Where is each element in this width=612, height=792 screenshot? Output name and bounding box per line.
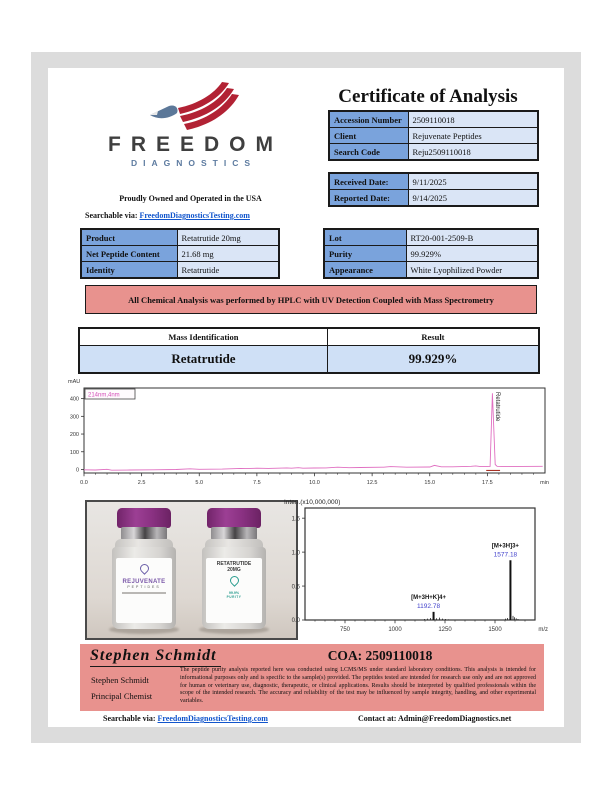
appearance-label: Appearance <box>324 262 406 279</box>
net-peptide-content-label: Net Peptide Content <box>81 246 177 262</box>
svg-text:1192.78: 1192.78 <box>417 602 441 610</box>
droplet-icon <box>138 562 151 575</box>
svg-text:0.0: 0.0 <box>80 480 88 486</box>
svg-text:Inten.(x10,000,000): Inten.(x10,000,000) <box>284 499 341 506</box>
accession-number-label: Accession Number <box>329 111 408 128</box>
vial-cap <box>207 508 261 528</box>
table-row <box>81 246 279 262</box>
table-row <box>81 229 279 246</box>
svg-text:300: 300 <box>69 414 79 421</box>
identity-label: Identity <box>81 262 177 279</box>
accession-number-value: 2509110018 <box>408 111 538 128</box>
page-body <box>48 68 564 727</box>
table-row <box>324 262 538 279</box>
searchable-link-bottom[interactable]: FreedomDiagnosticsTesting.com <box>157 714 268 723</box>
svg-text:0.5: 0.5 <box>291 584 300 591</box>
reported-date-value: 9/14/2025 <box>408 190 538 207</box>
product-vials-photo <box>85 500 298 640</box>
svg-text:7.5: 7.5 <box>253 480 261 486</box>
mass-spectrum-svg <box>280 496 552 640</box>
svg-text:Retatrutide: Retatrutide <box>493 392 500 422</box>
vial-left <box>105 508 183 629</box>
vial-fineprint-bar <box>122 592 167 594</box>
vial-right-purity-word: PURITY <box>226 595 242 599</box>
svg-text:1577.18: 1577.18 <box>493 551 518 559</box>
hplc-chromatogram-chart <box>58 374 553 494</box>
vial-label-right <box>206 558 262 623</box>
product-table <box>80 228 280 279</box>
table-row <box>324 229 538 246</box>
svg-text:min: min <box>540 480 549 486</box>
svg-text:[M+3H]3+: [M+3H]3+ <box>491 543 519 550</box>
table-row <box>329 128 538 144</box>
vial-body <box>202 547 266 629</box>
mass-identification-table <box>78 327 540 374</box>
vial-left-subtext: PEPTIDES <box>127 585 161 589</box>
lot-label: Lot <box>324 229 406 246</box>
table-row <box>324 246 538 262</box>
disclaimer-text: The peptide purity analysis reported here was conducted using LCMS/MS under standard laboratory conditions. This analysis is intended for informational purposes only and is specific to the sample(s) provided. The peptides tested are intended for research use only and are not approved for human or veterinary use, diagnostic, therapeutic, or clinical applications. Results should be interpreted by qualified professionals within the scope of the intended research. The accuracy and reliability of the test may be influenced by sample integrity, handling, and other experimental variables. <box>180 667 536 705</box>
dates-table <box>328 172 539 207</box>
table-row <box>79 328 539 346</box>
signer-title: Principal Chemist <box>91 691 153 701</box>
svg-text:mAU: mAU <box>68 379 81 385</box>
svg-text:1250: 1250 <box>438 627 452 633</box>
received-date-value: 9/11/2025 <box>408 173 538 190</box>
svg-text:[M+3H+K]4+: [M+3H+K]4+ <box>411 594 446 601</box>
svg-text:0: 0 <box>75 467 79 474</box>
svg-text:12.5: 12.5 <box>366 480 378 486</box>
table-row <box>329 111 538 128</box>
table-row <box>81 262 279 279</box>
table-row <box>329 173 538 190</box>
svg-text:214nm,4nm: 214nm,4nm <box>88 392 120 399</box>
coa-number: COA: 2509110018 <box>327 648 433 663</box>
searchable-line-top <box>85 211 250 220</box>
svg-text:10.0: 10.0 <box>309 480 320 486</box>
product-label: Product <box>81 229 177 246</box>
vial-left-brand: REJUVENATE <box>122 579 166 585</box>
svg-text:2.5: 2.5 <box>137 480 146 486</box>
freedom-diagnostics-logo <box>88 82 293 168</box>
search-code-label: Search Code <box>329 144 408 161</box>
mass-spectrum-chart <box>280 496 552 640</box>
svg-text:200: 200 <box>69 432 79 439</box>
accession-table <box>328 110 539 161</box>
svg-text:1.5: 1.5 <box>291 516 300 523</box>
eagle-flag-logo-icon <box>136 82 246 134</box>
purity-label: Purity <box>324 246 406 262</box>
svg-text:400: 400 <box>69 396 79 403</box>
reported-date-label: Reported Date: <box>329 190 408 207</box>
result-value: 99.929% <box>327 346 539 374</box>
svg-text:1.0: 1.0 <box>291 550 300 557</box>
page-title: Certificate of Analysis <box>338 86 518 107</box>
svg-text:5.0: 5.0 <box>195 480 204 486</box>
vial-body <box>112 547 176 629</box>
analysis-method-banner: All Chemical Analysis was performed by HPLC with UV Detection Coupled with Mass Spectrometry <box>85 285 537 314</box>
footer-signature-box <box>80 644 544 711</box>
mass-identification-header: Mass Identification <box>79 328 327 346</box>
hplc-chromatogram-svg <box>58 374 553 494</box>
received-date-label: Received Date: <box>329 173 408 190</box>
identity-value: Retatrutide <box>177 262 279 279</box>
contact-line: Contact at: Admin@FreedomDiagnostics.net <box>358 714 512 723</box>
svg-text:750: 750 <box>339 627 351 633</box>
searchable-line-bottom <box>103 714 268 723</box>
svg-text:1500: 1500 <box>488 627 502 633</box>
vial-cap <box>117 508 171 528</box>
vial-label-left <box>116 558 172 623</box>
svg-text:15.0: 15.0 <box>424 480 436 486</box>
net-peptide-content-value: 21.68 mg <box>177 246 279 262</box>
svg-text:100: 100 <box>69 449 79 456</box>
lot-table <box>323 228 539 279</box>
product-value: Retatrutide 20mg <box>177 229 279 246</box>
searchable-link-top[interactable]: FreedomDiagnosticsTesting.com <box>139 211 250 220</box>
svg-text:0.0: 0.0 <box>291 618 300 625</box>
searchable-label: Searchable via: <box>103 714 156 723</box>
table-row <box>329 190 538 207</box>
appearance-value: White Lyophilized Powder <box>406 262 538 279</box>
page-frame <box>31 52 581 743</box>
client-value: Rejuvenate Peptides <box>408 128 538 144</box>
vial-right-strength: 20MG <box>227 567 241 573</box>
svg-text:m/z: m/z <box>538 627 548 633</box>
droplet-icon <box>228 574 241 587</box>
mass-identification-value: Retatrutide <box>79 346 327 374</box>
logo-brand-text: FREEDOM <box>108 133 283 156</box>
result-header: Result <box>327 328 539 346</box>
search-code-value: Reju2509110018 <box>408 144 538 161</box>
table-row <box>79 346 539 374</box>
svg-text:1000: 1000 <box>388 627 402 633</box>
handwritten-signature: Stephen Schmidt <box>90 647 221 667</box>
table-row <box>329 144 538 161</box>
vial-right-purity-pct: 99.9% <box>228 591 240 595</box>
client-label: Client <box>329 128 408 144</box>
usa-tagline: Proudly Owned and Operated in the USA <box>119 194 262 203</box>
vial-right <box>195 508 273 629</box>
vial-right-product: RETATRUTIDE <box>216 561 252 567</box>
signer-name: Stephen Schmidt <box>91 675 149 685</box>
purity-value: 99.929% <box>406 246 538 262</box>
searchable-label: Searchable via: <box>85 211 138 220</box>
logo-subbrand-text: DIAGNOSTICS <box>130 158 257 168</box>
lot-value: RT20-001-2509-B <box>406 229 538 246</box>
svg-text:17.5: 17.5 <box>482 480 493 486</box>
